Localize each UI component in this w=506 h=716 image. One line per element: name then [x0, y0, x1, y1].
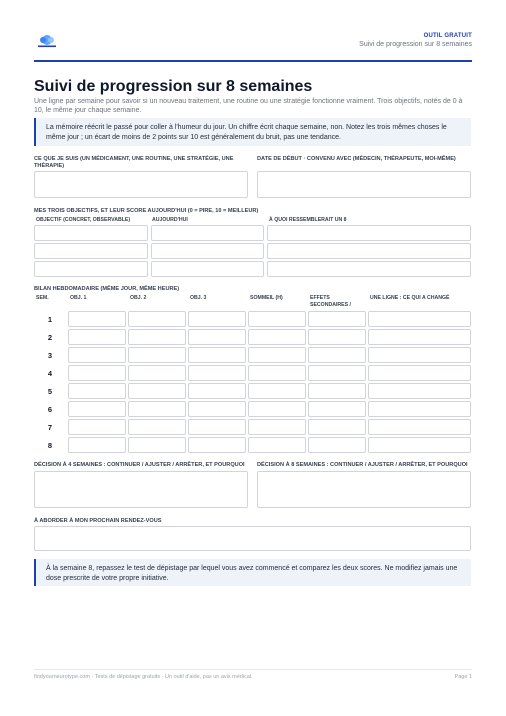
week-6-obj3-field[interactable] — [188, 401, 246, 417]
week-6-obj1-field[interactable] — [68, 401, 126, 417]
week-8-obj1-field[interactable] — [68, 437, 126, 453]
header-subtitle: Suivi de progression sur 8 semaines — [359, 41, 472, 48]
week-7-sleep-field[interactable] — [248, 419, 306, 435]
week-6-change-field[interactable] — [368, 401, 471, 417]
week-2-sleep-field[interactable] — [248, 329, 306, 345]
week-number: 7 — [47, 423, 53, 432]
decision-8w-label: DÉCISION À 8 SEMAINES : CONTINUER / AJUSTER / ARRÊTER, ET POURQUOI — [257, 462, 468, 468]
objective-1-today-field[interactable] — [151, 225, 264, 241]
week-8-obj3-field[interactable] — [188, 437, 246, 453]
week-number: 8 — [47, 441, 53, 450]
week-number: 4 — [47, 369, 53, 378]
objective-3-today-field[interactable] — [151, 261, 264, 277]
week-5-obj1-field[interactable] — [68, 383, 126, 399]
week-5-obj2-field[interactable] — [128, 383, 186, 399]
week-1-obj3-field[interactable] — [188, 311, 246, 327]
week-8-side-effects-field[interactable] — [308, 437, 366, 453]
footer-divider — [34, 669, 472, 670]
page-number: Page 1 — [454, 674, 472, 680]
week-8-sleep-field[interactable] — [248, 437, 306, 453]
page-title: Suivi de progression sur 8 semaines — [34, 78, 313, 95]
objective-2-field[interactable] — [34, 243, 148, 259]
next-appointment-field[interactable] — [34, 526, 471, 551]
objective-3-field[interactable] — [34, 261, 148, 277]
week-number: 5 — [47, 387, 53, 396]
week-4-obj2-field[interactable] — [128, 365, 186, 381]
tracking-subject-label: CE QUE JE SUIS (UN MÉDICAMENT, UNE ROUTINE, UNE STRATÉGIE, UNE THÉRAPIE) — [34, 156, 234, 169]
objective-2-today-field[interactable] — [151, 243, 264, 259]
objective-col-header: OBJECTIF (CONCRET, OBSERVABLE) — [36, 217, 131, 223]
week-2-obj2-field[interactable] — [128, 329, 186, 345]
weekly-col-change: UNE LIGNE : CE QUI A CHANGÉ — [370, 295, 450, 301]
week-5-sleep-field[interactable] — [248, 383, 306, 399]
week-1-obj2-field[interactable] — [128, 311, 186, 327]
week-7-obj1-field[interactable] — [68, 419, 126, 435]
week-2-obj1-field[interactable] — [68, 329, 126, 345]
week-8-change-field[interactable] — [368, 437, 471, 453]
weekly-col-obj3: OBJ. 3 — [190, 295, 207, 301]
week-1-obj1-field[interactable] — [68, 311, 126, 327]
week-number: 2 — [47, 333, 53, 342]
next-appointment-label: À ABORDER À MON PROCHAIN RENDEZ-VOUS — [34, 518, 162, 524]
objective-2-target-field[interactable] — [267, 243, 471, 259]
weekly-label: BILAN HEBDOMADAIRE (MÊME JOUR, MÊME HEURE) — [34, 286, 180, 292]
week-3-obj3-field[interactable] — [188, 347, 246, 363]
week-7-side-effects-field[interactable] — [308, 419, 366, 435]
header-divider — [34, 60, 472, 62]
week-1-side-effects-field[interactable] — [308, 311, 366, 327]
week-7-change-field[interactable] — [368, 419, 471, 435]
week-2-change-field[interactable] — [368, 329, 471, 345]
header-right — [359, 33, 472, 48]
week-number: 3 — [47, 351, 53, 360]
intro-text: Une ligne par semaine pour savoir si un nouveau traitement, une routine ou une stratégie fonctionne vraiment. Trois objectifs, notés de 0 à 10, le même jour chaque semaine. — [34, 98, 463, 114]
week-5-side-effects-field[interactable] — [308, 383, 366, 399]
objective-1-field[interactable] — [34, 225, 148, 241]
week-number: 6 — [47, 405, 53, 414]
week-6-obj2-field[interactable] — [128, 401, 186, 417]
objective-3-target-field[interactable] — [267, 261, 471, 277]
callout-bottom: À la semaine 8, repassez le test de dépistage par lequel vous avez commencé et comparez les deux scores. Ne modifiez jamais une dose prescrite de votre propre initiative. — [34, 559, 471, 586]
week-6-side-effects-field[interactable] — [308, 401, 366, 417]
decision-4w-label: DÉCISION À 4 SEMAINES : CONTINUER / AJUSTER / ARRÊTER, ET POURQUOI — [34, 462, 245, 468]
week-1-sleep-field[interactable] — [248, 311, 306, 327]
week-2-side-effects-field[interactable] — [308, 329, 366, 345]
decision-4w-field[interactable] — [34, 471, 248, 508]
decision-8w-field[interactable] — [257, 471, 471, 508]
target-col-header: À QUOI RESSEMBLERAIT UN 8 — [269, 217, 347, 223]
week-5-obj3-field[interactable] — [188, 383, 246, 399]
week-4-change-field[interactable] — [368, 365, 471, 381]
week-6-sleep-field[interactable] — [248, 401, 306, 417]
week-2-obj3-field[interactable] — [188, 329, 246, 345]
tracking-subject-field[interactable] — [34, 171, 248, 198]
start-date-field[interactable] — [257, 171, 471, 198]
weekly-col-obj1: OBJ. 1 — [70, 295, 87, 301]
week-4-side-effects-field[interactable] — [308, 365, 366, 381]
header-kicker: OUTIL GRATUIT — [423, 33, 472, 39]
objectives-label: MES TROIS OBJECTIFS, ET LEUR SCORE AUJOURD'HUI (0 = PIRE, 10 = MEILLEUR) — [34, 208, 259, 214]
objective-1-target-field[interactable] — [267, 225, 471, 241]
footer-text: findyourneurotype.com · Tests de dépistage gratuits · Un outil d'aide, pas un avis médical. — [34, 674, 253, 680]
weekly-col-sleep: SOMMEIL (H) — [250, 295, 283, 301]
week-5-change-field[interactable] — [368, 383, 471, 399]
week-4-sleep-field[interactable] — [248, 365, 306, 381]
weekly-col-obj2: OBJ. 2 — [130, 295, 147, 301]
brand-logo-icon — [34, 33, 60, 49]
start-date-label: DATE DE DÉBUT · CONVENU AVEC (MÉDECIN, THÉRAPEUTE, MOI-MÊME) — [257, 156, 456, 162]
today-col-header: AUJOURD'HUI — [152, 217, 188, 223]
weekly-col-side-effects: EFFETS SECONDAIRES / — [310, 295, 351, 308]
weekly-col-week: SEM. — [36, 295, 49, 301]
week-7-obj3-field[interactable] — [188, 419, 246, 435]
week-4-obj3-field[interactable] — [188, 365, 246, 381]
week-8-obj2-field[interactable] — [128, 437, 186, 453]
week-3-obj2-field[interactable] — [128, 347, 186, 363]
callout-top: La mémoire réécrit le passé pour coller à l'humeur du jour. Un chiffre écrit chaque semaine, non. Notez les trois mêmes choses le même jour ; un écart de moins de 2 points sur 10 est généralement du bruit, pas une tendance. — [34, 118, 471, 146]
week-3-obj1-field[interactable] — [68, 347, 126, 363]
week-4-obj1-field[interactable] — [68, 365, 126, 381]
week-3-change-field[interactable] — [368, 347, 471, 363]
week-3-side-effects-field[interactable] — [308, 347, 366, 363]
week-number: 1 — [47, 315, 53, 324]
week-1-change-field[interactable] — [368, 311, 471, 327]
week-3-sleep-field[interactable] — [248, 347, 306, 363]
week-7-obj2-field[interactable] — [128, 419, 186, 435]
